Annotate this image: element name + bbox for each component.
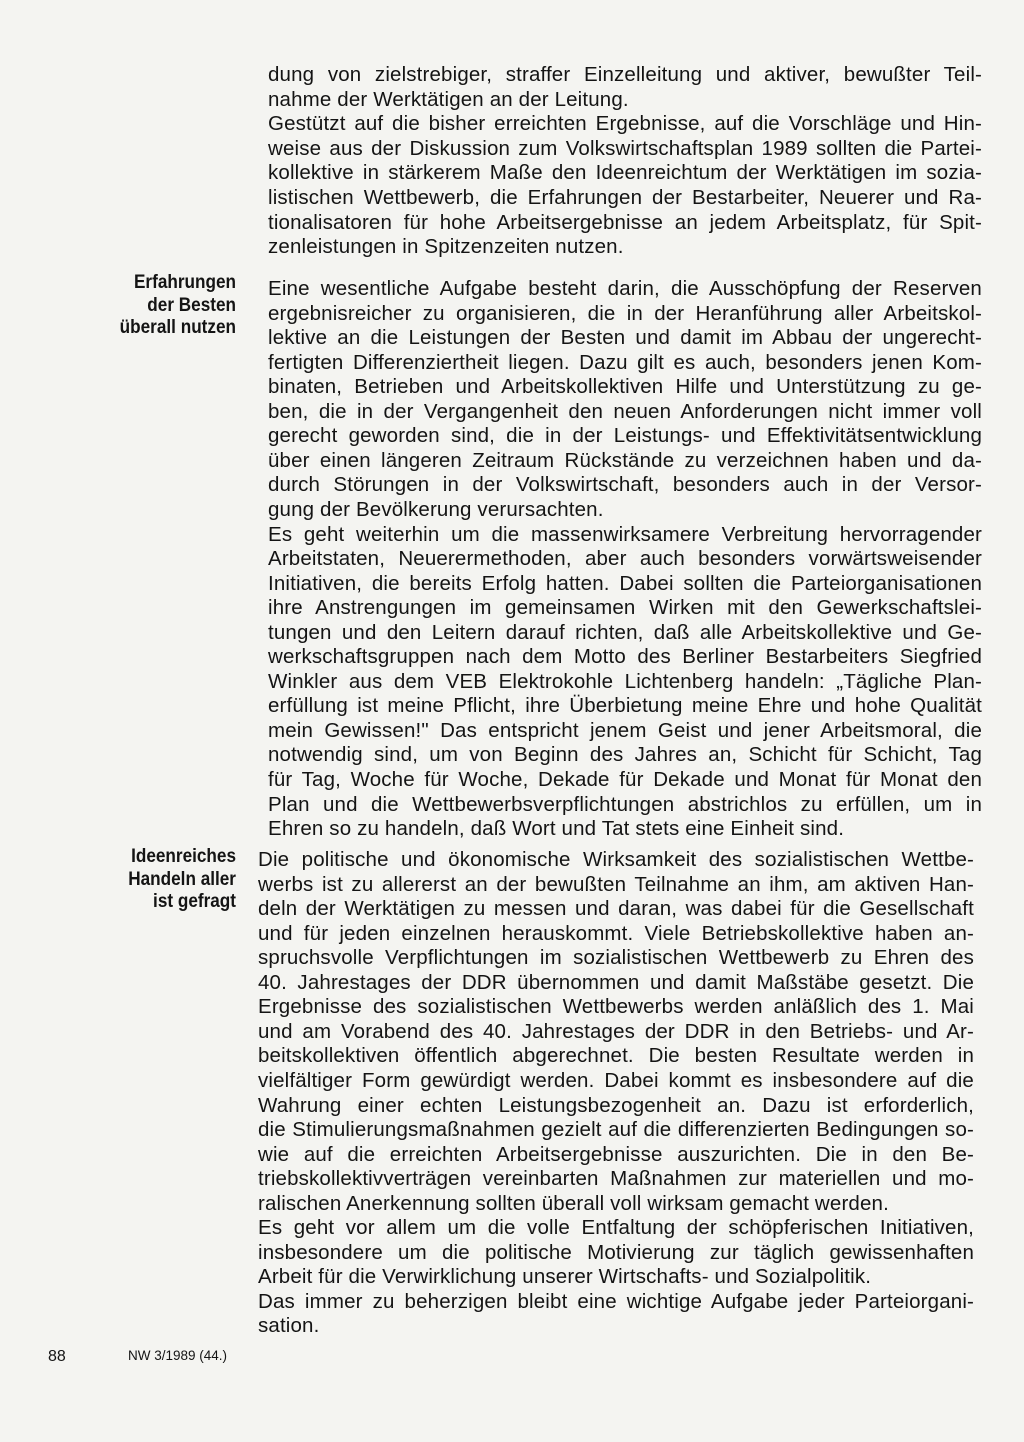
text-line: 40. Jahrestages der DDR übernommen und damit Maßstäbe gesetzt. Die: [258, 970, 974, 994]
text-line: Winkler aus dem VEB Elektrokohle Lichtenberg handeln: „Tägliche Plan-: [268, 669, 982, 693]
text-line: und für jeden einzelnen herauskommt. Viele Betriebskollektive haben an-: [258, 921, 974, 945]
margin-heading-line: Ideenreiches: [131, 845, 236, 867]
text-line: weise aus der Diskussion zum Volkswirtschaftsplan 1989 sollten die Partei-: [268, 136, 982, 160]
text-line: Es geht weiterhin um die massenwirksamere Verbreitung hervorragender: [268, 522, 982, 546]
text-line: über einen längeren Zeitraum Rückstände zu verzeichnen haben und da-: [268, 448, 982, 472]
text-line: Es geht vor allem um die volle Entfaltung der schöpferischen Initiativen,: [258, 1216, 974, 1240]
text-line: sation.: [258, 1314, 320, 1338]
text-line: fertigten Differenziertheit liegen. Dazu gilt es auch, besonders jenen Kom-: [268, 350, 982, 374]
text-line: ben, die in der Vergangenheit den neuen Anforderungen nicht immer voll: [268, 399, 982, 423]
text-line: die Stimulierungsmaßnahmen gezielt auf die differenzierten Bedingungen so-: [258, 1118, 974, 1142]
text-line: spruchsvolle Verpflichtungen im sozialistischen Wettbewerb zu Ehren des: [258, 946, 974, 970]
text-line: beitskollektiven öffentlich abgerechnet. Die besten Resultate werden in: [258, 1044, 974, 1068]
text-line: deln der Werktätigen zu messen und daran, was dabei für die Gesellschaft: [258, 897, 974, 921]
text-line: Arbeit für die Verwirklichung unserer Wirtschafts- und Sozialpolitik.: [258, 1265, 872, 1289]
text-line: tungen und den Leitern darauf richten, daß alle Arbeitskollektive und Ge-: [268, 620, 982, 644]
text-line: Initiativen, die bereits Erfolg hatten. Dabei sollten die Parteiorganisationen: [268, 571, 982, 595]
text-line: Plan und die Wettbewerbsverpflichtungen abstrichlos zu erfüllen, um in: [268, 792, 982, 816]
margin-heading-line: überall nutzen: [119, 316, 236, 338]
text-line: Die politische und ökonomische Wirksamkeit des sozialistischen Wettbe-: [258, 848, 974, 871]
margin-heading-line: Handeln aller: [128, 867, 236, 890]
text-line: Ergebnisse des sozialistischen Wettbewerbs werden anläßlich des 1. Mai: [258, 995, 974, 1019]
text-line: gung der Bevölkerung verursachten.: [268, 497, 604, 521]
text-line: für Tag, Woche für Woche, Dekade für Dekade und Monat für Monat den: [268, 768, 982, 791]
text-line: und am Vorabend des 40. Jahrestages der DDR in den Betriebs- und Ar-: [258, 1019, 974, 1043]
text-line: notwendig sind, um von Beginn des Jahres an, Schicht für Schicht, Tag: [268, 743, 982, 767]
text-line: Arbeitstaten, Neuerermethoden, aber auch besonders vorwärtsweisender: [268, 547, 982, 571]
text-line: dung von zielstrebiger, straffer Einzelleitung und aktiver, bewußter Teil-: [268, 63, 982, 86]
text-line: gerecht geworden sind, die in der Leistungs- und Effektivitätsentwicklung: [268, 424, 982, 448]
text-line: erfüllung ist meine Pflicht, ihre Überbietung meine Ehre und hohe Qualität: [268, 694, 982, 718]
margin-heading-line: Erfahrungen: [133, 271, 236, 293]
text-line: listischen Wettbewerb, die Erfahrungen der Bestarbeiter, Neuerer und Ra-: [268, 186, 982, 209]
text-line: insbesondere um die politische Motivierung zur täglich gewissenhaften: [258, 1240, 974, 1264]
text-line: Das immer zu beherzigen bleibt eine wichtige Aufgabe jeder Parteiorgani-: [258, 1289, 974, 1313]
text-line: werkschaftsgruppen nach dem Motto des Berliner Bestarbeiters Siegfried: [268, 645, 982, 669]
margin-heading-line: ist gefragt: [153, 890, 236, 912]
text-line: binaten, Betrieben und Arbeitskollektiven Hilfe und Unterstützung zu ge-: [268, 375, 982, 399]
margin-heading: [95, 271, 236, 339]
text-line: Ehren so zu handeln, daß Wort und Tat stets eine Einheit sind.: [268, 817, 845, 841]
text-line: zenleistungen in Spitzenzeiten nutzen.: [268, 235, 624, 259]
margin-heading: [95, 845, 236, 913]
text-line: kollektive in stärkerem Maße den Ideenreichtum der Werktätigen im sozia-: [268, 161, 982, 185]
text-line: ihre Anstrengungen im gemeinsamen Wirken mit den Gewerkschaftslei-: [268, 596, 982, 620]
text-line: ralischen Anerkennung sollten überall voll wirksam gemacht werden.: [258, 1191, 889, 1215]
text-line: vielfältiger Form gewürdigt werden. Dabei kommt es insbesondere auf die: [258, 1068, 974, 1092]
text-line: lektive an die Leistungen der Besten und damit im Abbau der ungerecht-: [268, 326, 982, 350]
text-line: Eine wesentliche Aufgabe besteht darin, die Ausschöpfung der Reserven: [268, 277, 982, 300]
text-line: durch Störungen in der Volkswirtschaft, besonders auch in der Versor-: [268, 473, 982, 497]
text-line: tionalisatoren für hohe Arbeitsergebnisse an jedem Arbeitsplatz, für Spit-: [268, 210, 982, 234]
text-line: ergebnisreicher zu organisieren, die in der Heranführung aller Arbeitskol-: [268, 301, 982, 325]
page-number: 88: [48, 1348, 66, 1365]
text-line: Gestützt auf die bisher erreichten Ergebnisse, auf die Vorschläge und Hin-: [268, 112, 982, 136]
text-line: triebskollektivverträgen vereinbarten Maßnahmen zur materiellen und mo-: [258, 1167, 974, 1191]
text-line: Wahrung einer echten Leistungsbezogenheit an. Dazu ist erforderlich,: [258, 1093, 974, 1117]
text-line: wie auf die erreichten Arbeitsergebnisse auszurichten. Die in den Be-: [258, 1142, 974, 1166]
text-line: nahme der Werktätigen an der Leitung.: [268, 87, 629, 111]
issue-reference: NW 3/1989 (44.): [128, 1348, 228, 1363]
margin-heading-line: der Besten: [147, 293, 236, 316]
text-line: werbs ist zu allererst an der bewußten Teilnahme an ihm, am aktiven Han-: [258, 872, 974, 896]
text-line: mein Gewissen!" Das entspricht jenem Geist und jener Arbeitsmoral, die: [268, 718, 982, 742]
